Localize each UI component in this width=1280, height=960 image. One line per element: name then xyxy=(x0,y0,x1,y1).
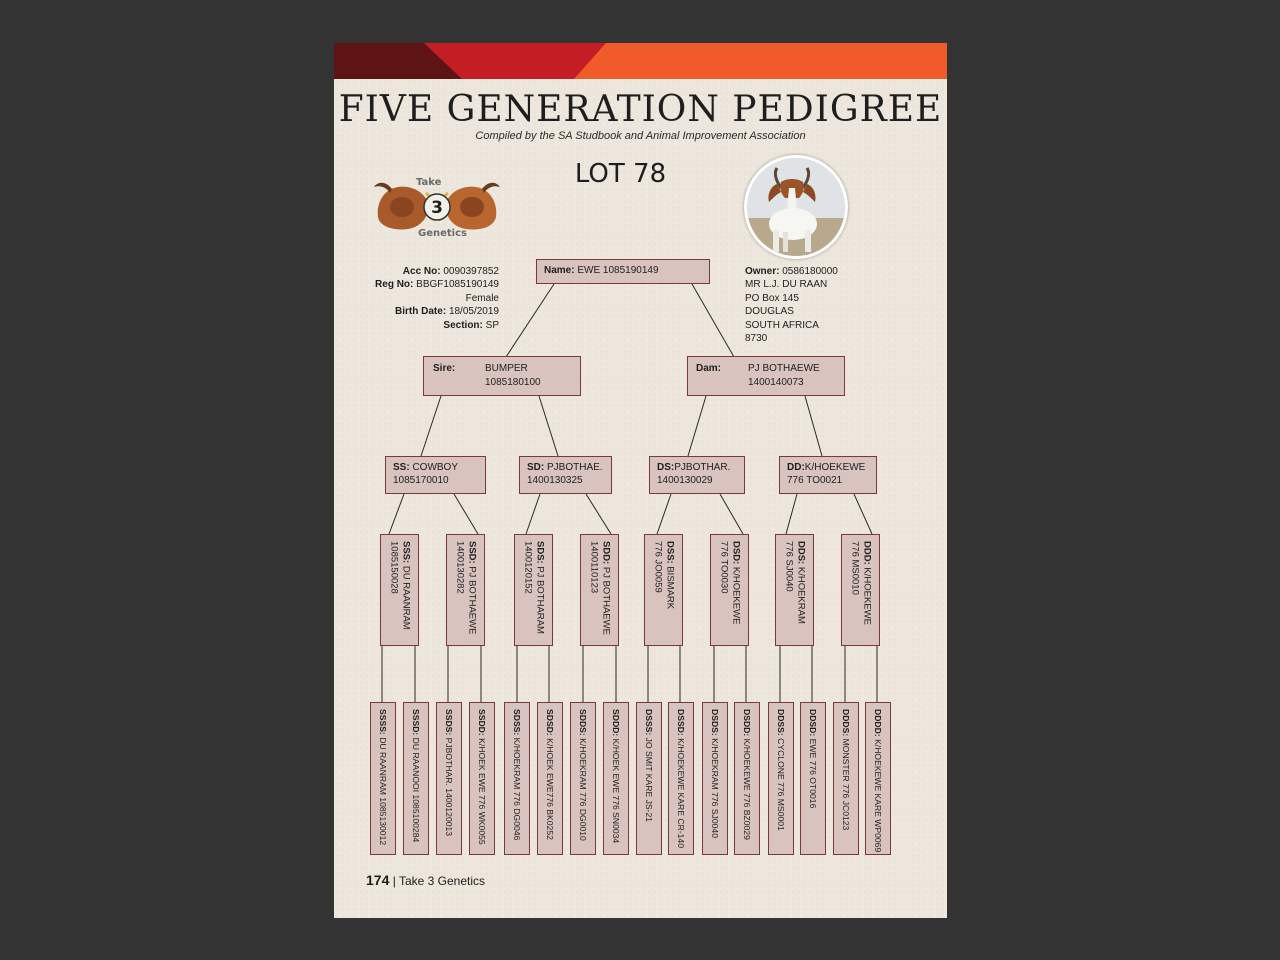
gen4-reg: 1085150028 xyxy=(388,541,400,594)
gen4-reg: 776 TO0030 xyxy=(718,541,730,594)
owner-id: 0586180000 xyxy=(782,266,838,277)
gen5-label: SSDD: xyxy=(477,709,487,736)
gen5-text: MONSTER 776 JC0123 xyxy=(841,738,851,831)
animal-sex: Female xyxy=(465,292,499,304)
gen5-text: K/HOEKEWE 776 BZ0029 xyxy=(742,738,752,840)
gen4-name: K/HOEKEWE xyxy=(861,567,873,625)
gen3-label: DD: xyxy=(787,462,805,473)
gen4-name: K/HOEKRAM xyxy=(795,566,807,624)
gen3-name: K/HOEKEWE xyxy=(804,462,866,473)
gen4-name: PJ BOTHAEWE xyxy=(600,566,612,635)
page-subtitle: Compiled by the SA Studbook and Animal Improvement Association xyxy=(475,130,806,142)
gen4-reg: 1400110123 xyxy=(588,541,600,594)
gen5-label: DDDD: xyxy=(873,709,883,737)
name-label: Name: xyxy=(544,265,575,276)
owner-line: DOUGLAS xyxy=(745,306,794,318)
owner-line: SOUTH AFRICA xyxy=(745,319,819,331)
gen4-name: DU RAANRAM xyxy=(400,565,412,630)
gen5-box-sddd xyxy=(603,702,629,855)
gen4-box-sds xyxy=(514,534,553,646)
gen4-box-dds xyxy=(775,534,814,646)
gen3-label: SD: xyxy=(527,462,545,473)
gen4-reg: 776 JO0059 xyxy=(652,541,664,593)
footer-brand: Take 3 Genetics xyxy=(398,874,485,888)
gen5-label: SSSD: xyxy=(411,709,421,736)
gen5-label: DSSD: xyxy=(676,709,686,736)
gen5-box-dsdd xyxy=(734,702,760,855)
gen4-reg: 1400130282 xyxy=(454,541,466,594)
gen5-box-dsds xyxy=(702,702,728,855)
gen5-box-sdsd xyxy=(537,702,563,855)
gen5-label: SDDS: xyxy=(578,709,588,736)
dam-label: Dam: xyxy=(696,363,722,374)
gen5-box-sssd xyxy=(403,702,429,855)
gen5-box-ddsd xyxy=(800,702,826,855)
gen4-name: PJ BOTHAEWE xyxy=(466,566,478,635)
sire-label: Sire: xyxy=(433,363,456,374)
gen5-label: SDSD: xyxy=(545,709,555,736)
goat-photo xyxy=(744,155,848,259)
gen5-box-ssds xyxy=(436,702,462,855)
birth-date-label: Birth Date: xyxy=(395,306,447,318)
gen4-label: DDS: xyxy=(795,541,807,565)
gen4-name: PJ BOTHARAM xyxy=(534,566,546,634)
gen4-box-ddd xyxy=(841,534,880,646)
gen4-reg: 1400120152 xyxy=(522,541,534,594)
sire-name: BUMPER xyxy=(485,363,528,374)
acc-no: 0090397852 xyxy=(443,266,499,277)
gen5-box-dssd xyxy=(668,702,694,855)
header-banner xyxy=(334,43,947,79)
gen5-text: K/HOEKEWE KARE WP0069 xyxy=(873,739,883,853)
gen4-label: DDD: xyxy=(861,541,873,565)
gen3-name: COWBOY xyxy=(412,462,459,473)
gen4-box-dss xyxy=(644,534,683,646)
gen5-label: SDSS: xyxy=(512,709,522,736)
gen5-label: DSSS: xyxy=(644,709,654,736)
gen5-text: PJBOTHAR. 1400120013 xyxy=(444,737,454,837)
animal-name: EWE 1085190149 xyxy=(577,265,659,276)
gen5-label: DDDS: xyxy=(841,709,851,737)
gen5-text: DU RAANRAM 1085130012 xyxy=(378,737,388,846)
reg-no-label: Reg No: xyxy=(375,279,414,291)
gen3-reg: 1085170010 xyxy=(393,475,449,486)
gen4-reg: 776 SJ0040 xyxy=(783,541,795,592)
sire-box xyxy=(423,356,581,396)
gen3-box-dd xyxy=(779,456,877,494)
gen5-text: K/HOEK EWE 776 SN0034 xyxy=(611,738,621,844)
gen3-label: DS: xyxy=(657,462,675,473)
gen3-box-ds xyxy=(649,456,745,494)
page-footer xyxy=(366,872,485,888)
gen3-reg: 1400130029 xyxy=(657,475,713,486)
gen5-box-ssdd xyxy=(469,702,495,855)
sire-reg: 1085180100 xyxy=(485,377,541,388)
gen5-text: CYCLONE 776 MS0001 xyxy=(776,738,786,831)
gen5-text: K/HOEKEWE KARE CR-140 xyxy=(676,738,686,848)
owner-line: PO Box 145 xyxy=(745,292,799,304)
gen5-box-ddss xyxy=(768,702,794,855)
acc-no-label: Acc No: xyxy=(402,266,441,277)
gen5-box-dsss xyxy=(636,702,662,855)
pedigree-page xyxy=(334,43,947,918)
gen5-text: K/HOEKRAM 776 SJ0040 xyxy=(710,738,720,838)
gen4-name: K/HOEKEWE xyxy=(730,566,742,625)
gen5-label: SDDD: xyxy=(611,709,621,737)
gen5-text: K/HOEKRAM 776 DG0010 xyxy=(578,738,588,841)
gen5-label: SSSS: xyxy=(378,709,388,735)
gen4-box-sss xyxy=(380,534,419,646)
gen3-box-ss xyxy=(385,456,486,494)
gen4-name: BISMARK xyxy=(664,566,676,610)
gen4-label: DSD: xyxy=(730,541,742,565)
owner-line: 8730 xyxy=(745,333,768,345)
gen3-box-sd xyxy=(519,456,612,494)
gen5-label: DDSD: xyxy=(808,709,818,737)
gen3-name: PJBOTHAE. xyxy=(547,462,603,473)
gen5-label: DDSS: xyxy=(776,709,786,736)
take3-genetics-logo xyxy=(372,173,502,239)
gen5-text: JO SMIT KARE JS-21 xyxy=(644,737,654,823)
reg-no: BBGF1085190149 xyxy=(416,279,499,291)
gen5-text: K/HOEKRAM 776 DG0046 xyxy=(512,737,522,841)
gen3-label: SS: xyxy=(393,462,410,473)
dam-box xyxy=(687,356,845,396)
gen5-label: DSDD: xyxy=(742,709,752,737)
logo-number: 3 xyxy=(431,198,443,218)
gen4-box-dsd xyxy=(710,534,749,646)
gen5-text: K/HOEK EWE 776 WK0055 xyxy=(477,738,487,845)
gen4-label: SDS: xyxy=(534,541,546,564)
gen4-box-sdd xyxy=(580,534,619,646)
gen4-label: SDD: xyxy=(600,541,612,565)
gen5-box-sdss xyxy=(504,702,530,855)
page-number: 174 xyxy=(366,872,390,888)
gen5-label: DSDS: xyxy=(710,709,720,736)
gen5-box-ddds xyxy=(833,702,859,855)
gen5-box-sdds xyxy=(570,702,596,855)
gen5-text: DU RAANOOI 1085100284 xyxy=(411,737,421,843)
name-box xyxy=(536,259,710,284)
gen4-label: SSD: xyxy=(466,541,478,564)
section-label: Section: xyxy=(443,319,483,331)
gen3-reg: 776 TO0021 xyxy=(787,475,843,486)
gen4-label: DSS: xyxy=(664,541,676,564)
gen5-label: SSDS: xyxy=(444,709,454,736)
gen3-reg: 1400130325 xyxy=(527,475,583,486)
gen5-text: EWE 776 OT0016 xyxy=(808,738,818,809)
dam-reg: 1400140073 xyxy=(748,377,804,388)
owner-line: MR L.J. DU RAAN xyxy=(745,279,828,291)
section: SP xyxy=(485,319,499,331)
page-title: FIVE GENERATION PEDIGREE xyxy=(338,89,943,130)
gen4-reg: 776 MS0010 xyxy=(849,541,861,595)
logo-bottom-text: Genetics xyxy=(418,228,467,239)
logo-top-text: Take xyxy=(416,177,442,188)
gen4-box-ssd xyxy=(446,534,485,646)
gen4-label: SSS: xyxy=(400,541,412,564)
owner-label: Owner: xyxy=(745,266,780,277)
animal-details xyxy=(354,265,499,332)
gen5-text: K/HOEK EWE776 BK0252 xyxy=(545,738,555,840)
gen5-box-dddd xyxy=(865,702,891,855)
gen5-box-ssss xyxy=(370,702,396,855)
birth-date: 18/05/2019 xyxy=(448,306,499,318)
dam-name: PJ BOTHAEWE xyxy=(748,363,820,374)
owner-details xyxy=(745,265,925,345)
lot-number: LOT 78 xyxy=(574,159,667,189)
footer-separator: | xyxy=(392,874,396,888)
gen3-name: PJBOTHAR. xyxy=(674,462,731,473)
